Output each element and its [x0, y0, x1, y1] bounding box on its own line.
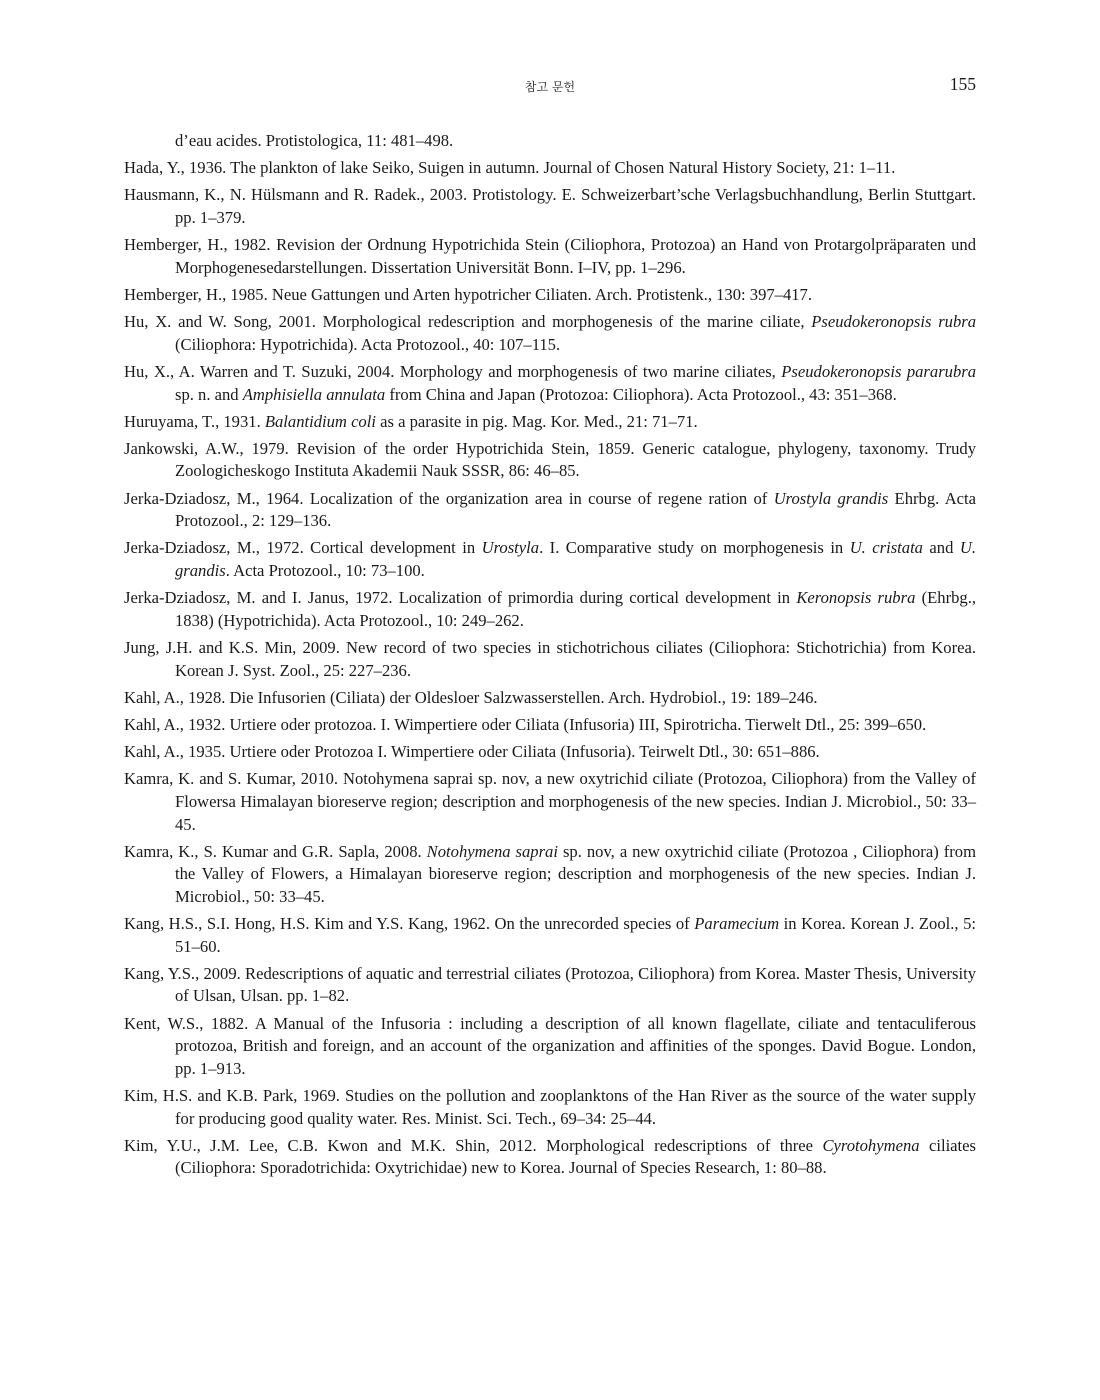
page-header — [124, 76, 976, 100]
reference-entry — [124, 913, 976, 958]
reference-entry — [124, 1013, 976, 1081]
species-name-italic: U. cristata — [849, 538, 923, 558]
reference-text: Kang, H.S., S.I. Hong, H.S. Kim and Y.S. Kang, 1962. On the unrecorded species of — [124, 914, 695, 934]
page-number: 155 — [949, 74, 976, 94]
reference-entry — [124, 841, 976, 909]
species-name-italic: Cyrotohymena — [822, 1135, 920, 1155]
reference-text: (Ehrbg., 1838) (Hypotrichida). Acta Protozool., 10: 249–262. — [175, 588, 976, 630]
species-name-italic: Paramecium — [694, 914, 780, 934]
reference-entry — [124, 488, 976, 533]
species-name-italic: Keronopsis rubra — [796, 588, 916, 608]
reference-text: Kent, W.S., 1882. A Manual of the Infusoria : including a description of all known flagellate, ciliate and tentaculiferous protozoa, British and foreign, and an account of the organization and affinities of the sponges. David Bogue. London, pp. 1–913. — [124, 1013, 976, 1078]
species-name-italic: Notohymena saprai — [426, 841, 558, 861]
reference-text: Jung, J.H. and K.S. Min, 2009. New record of two species in stichotrichous ciliates (Ciliophora: Stichotrichia) from Korea. Korean J. Syst. Zool., 25: 227–236. — [124, 638, 976, 680]
species-name-italic: Pseudokeronopsis pararubra — [781, 361, 976, 381]
reference-text: as a parasite in pig. Mag. Kor. Med., 21: 71–71. — [375, 411, 698, 431]
running-head-title: 참고 문헌 — [524, 80, 576, 94]
reference-text: Jerka-Dziadosz, M., 1964. Localization of the organization area in course of regene ration of — [124, 488, 774, 508]
reference-text: . Acta Protozool., 10: 73–100. — [225, 561, 425, 581]
species-name-italic: Pseudokeronopsis rubra — [811, 312, 976, 332]
reference-text: Kamra, K. and S. Kumar, 2010. Notohymena saprai sp. nov, a new oxytrichid ciliate (Protozoa, Ciliophora) from the Valley of Flowersa Himalayan bioreserve region; description and morphogenesis of the new species. Indian J. Microbiol., 50: 33–45. — [124, 769, 976, 834]
reference-text: Kahl, A., 1928. Die Infusorien (Ciliata) der Oldesloer Salzwasserstellen. Arch. Hydrobiol., 19: 189–246. — [124, 687, 818, 707]
reference-entry — [124, 537, 976, 582]
reference-text: sp. nov, a new oxytrichid ciliate (Protozoa , Ciliophora) from the Valley of Flowers, a Himalayan bioreserve region; description and morphogenesis of the new species. Indian J. Microbiol., 50: 33–45. — [175, 841, 976, 906]
reference-text: Kim, H.S. and K.B. Park, 1969. Studies on the pollution and zooplanktons of the Han River as the source of the water supply for producing good quality water. Res. Minist. Sci. Tech., 69–34: 25–44. — [124, 1086, 976, 1128]
reference-entry — [124, 184, 976, 229]
reference-text: Jankowski, A.W., 1979. Revision of the order Hypotrichida Stein, 1859. Generic catalogue, phylogeny, taxonomy. Trudy Zoologicheskogo Instituta Akademii Nauk SSSR, 86: 46–85. — [124, 438, 976, 481]
reference-list — [124, 130, 976, 1185]
reference-text: Huruyama, T., 1931. — [124, 411, 265, 431]
reference-entry — [124, 234, 976, 279]
reference-text: Hada, Y., 1936. The plankton of lake Seiko, Suigen in autumn. Journal of Chosen Natural History Society, 21: 1–11. — [124, 158, 896, 178]
reference-entry — [124, 768, 976, 836]
reference-text: Kim, Y.U., J.M. Lee, C.B. Kwon and M.K. Shin, 2012. Morphological redescriptions of three — [124, 1135, 823, 1155]
reference-text: Jerka-Dziadosz, M., 1972. Cortical development in — [124, 538, 482, 558]
reference-entry — [124, 1085, 976, 1130]
reference-text: Kamra, K., S. Kumar and G.R. Sapla, 2008. — [124, 841, 427, 861]
reference-text: . I. Comparative study on morphogenesis in — [539, 538, 850, 558]
reference-text: Hemberger, H., 1985. Neue Gattungen und Arten hypotricher Ciliaten. Arch. Protistenk., 130: 397–417. — [124, 284, 812, 304]
reference-text: ciliates (Ciliophora: Sporadotrichida: Oxytrichidae) new to Korea. Journal of Species Research, 1: 80–88. — [175, 1135, 976, 1178]
reference-entry — [124, 361, 976, 406]
species-name-italic: Urostyla grandis — [773, 488, 889, 508]
reference-entry — [124, 714, 976, 737]
reference-text: Ehrbg. Acta Protozool., 2: 129–136. — [175, 488, 977, 531]
reference-entry — [124, 963, 976, 1008]
reference-text: from China and Japan (Protozoa: Ciliophora). Acta Protozool., 43: 351–368. — [385, 384, 897, 404]
reference-entry — [124, 157, 976, 180]
reference-entry — [124, 637, 976, 682]
reference-text: Hu, X. and W. Song, 2001. Morphological redescription and morphogenesis of the marine ciliate, — [124, 312, 812, 332]
reference-entry — [124, 438, 976, 483]
reference-continuation — [124, 130, 976, 153]
species-name-italic: U. grandis — [175, 538, 976, 581]
species-name-italic: Amphisiella annulata — [242, 384, 386, 404]
species-name-italic: Balantidium coli — [264, 411, 376, 431]
reference-text: Kahl, A., 1932. Urtiere oder protozoa. I. Wimpertiere oder Ciliata (Infusoria) III, Spirotricha. Tierwelt Dtl., 25: 399–650. — [124, 714, 927, 734]
reference-entry — [124, 687, 976, 710]
reference-entry — [124, 284, 976, 307]
reference-entry — [124, 587, 976, 632]
reference-text: (Ciliophora: Hypotrichida). Acta Protozool., 40: 107–115. — [175, 334, 561, 354]
species-name-italic: Urostyla — [481, 538, 540, 558]
reference-text: Hu, X., A. Warren and T. Suzuki, 2004. Morphology and morphogenesis of two marine ciliates, — [124, 361, 782, 381]
reference-text: Hemberger, H., 1982. Revision der Ordnung Hypotrichida Stein (Ciliophora, Protozoa) an Hand von Protargolpräparaten und Morphogenesedarstellungen. Dissertation Universität Bonn. I–IV, pp. 1–296. — [124, 235, 976, 277]
reference-text: d’eau acides. Protistologica, 11: 481–498. — [175, 131, 454, 150]
reference-text: Hausmann, K., N. Hülsmann and R. Radek., 2003. Protistology. E. Schweizerbart’sche Verlagsbuchhandlung, Berlin Stuttgart. pp. 1–379. — [124, 185, 976, 227]
reference-text: and — [922, 538, 960, 558]
reference-text: Kang, Y.S., 2009. Redescriptions of aquatic and terrestrial ciliates (Protozoa, Ciliophora) from Korea. Master Thesis, University of Ulsan, Ulsan. pp. 1–82. — [124, 963, 976, 1006]
reference-entry — [124, 411, 976, 434]
reference-entry — [124, 311, 976, 356]
reference-text: Kahl, A., 1935. Urtiere oder Protozoa I. Wimpertiere oder Ciliata (Infusoria). Teirwelt Dtl., 30: 651–886. — [124, 742, 820, 762]
reference-entry — [124, 1135, 976, 1180]
reference-entry — [124, 741, 976, 764]
reference-text: Jerka-Dziadosz, M. and I. Janus, 1972. Localization of primordia during cortical development in — [124, 588, 797, 608]
reference-text: in Korea. Korean J. Zool., 5: 51–60. — [175, 914, 977, 956]
reference-text: sp. n. and — [175, 384, 243, 404]
